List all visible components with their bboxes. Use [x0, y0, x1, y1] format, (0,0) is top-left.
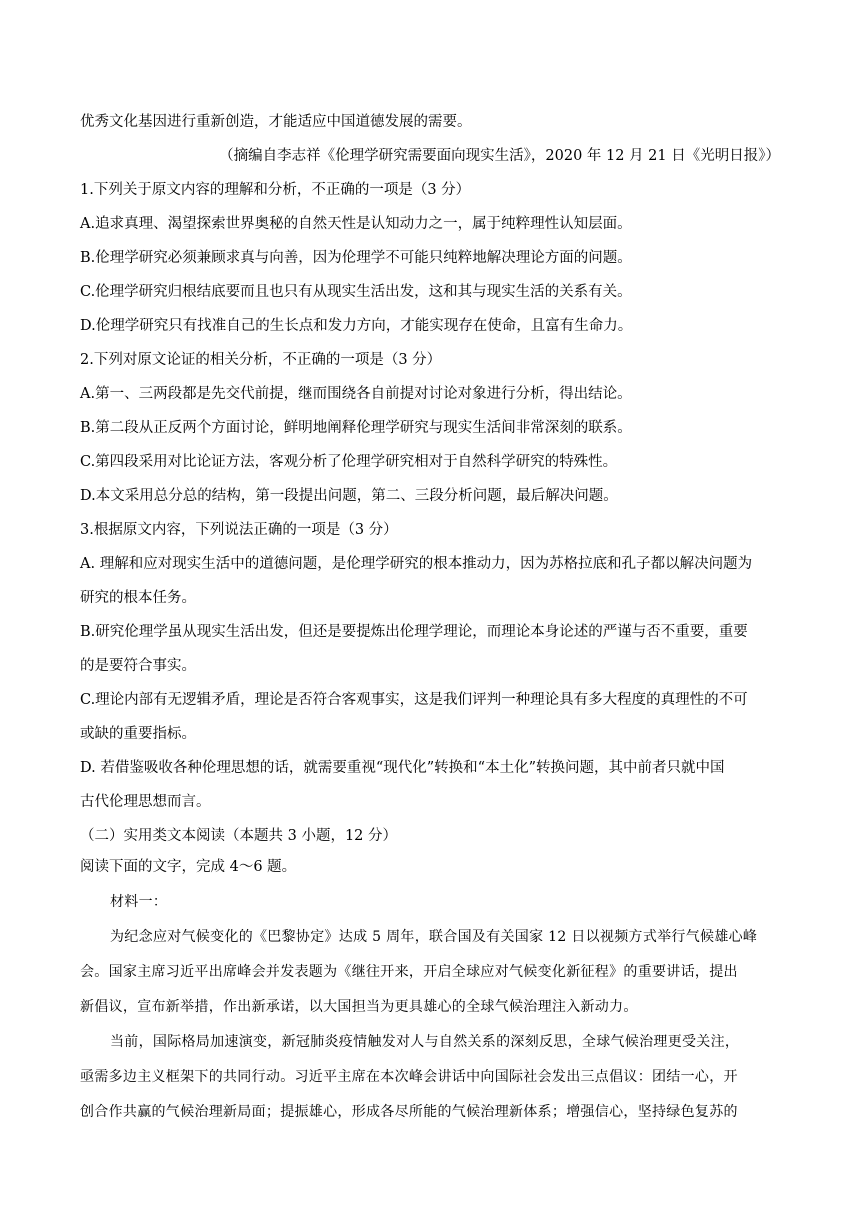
reading-instruction: 阅读下面的文字，完成 4～6 题。 [80, 859, 297, 875]
q3-option-c-cont: 或缺的重要指标。 [80, 726, 196, 742]
material-label: 材料一： [110, 894, 168, 910]
question-3-stem: 3.根据原文内容，下列说法正确的一项是（3 分） [80, 522, 398, 538]
q1-option-c: C.伦理学研究归根结底要而且也只有从现实生活出发，这和其与现实生活的关系有关。 [80, 284, 632, 300]
section-heading: （二）实用类文本阅读（本题共 3 小题，12 分） [80, 828, 398, 844]
q3-option-d: D. 若借鉴吸收各种伦理思想的话，就需要重视“现代化”转换和“本土化”转换问题，其中前者只就中国 [80, 760, 725, 776]
text-line: 优秀文化基因进行重新创造，才能适应中国道德发展的需要。 [80, 114, 472, 130]
q3-option-a-cont: 研究的根本任务。 [80, 590, 196, 606]
q1-option-d: D.伦理学研究只有找准自己的生长点和发力方向，才能实现存在使命，且富有生命力。 [80, 318, 633, 334]
q2-option-d: D.本文采用总分总的结构，第一段提出问题，第二、三段分析问题，最后解决问题。 [80, 488, 618, 504]
q3-option-b-cont: 的是要符合事实。 [80, 658, 196, 674]
paragraph-line: 亟需多边主义框架下的共同行动。习近平主席在本次峰会讲话中向国际社会发出三点倡议：团结一心，开 [80, 1069, 738, 1085]
q3-option-b: B.研究伦理学虽从现实生活出发，但还是要提炼出伦理学理论，而理论本身论述的严谨与否不重要，重要 [80, 624, 748, 640]
paragraph-line: 创合作共赢的气候治理新局面；提振雄心，形成各尽所能的气候治理新体系；增强信心，坚持绿色复苏的 [80, 1104, 738, 1120]
q3-option-a: A. 理解和应对现实生活中的道德问题，是伦理学研究的根本推动力，因为苏格拉底和孔子都以解决问题为 [80, 556, 753, 572]
paragraph-line: 为纪念应对气候变化的《巴黎协定》达成 5 周年，联合国及有关国家 12 日以视频方式举行气候雄心峰 [110, 929, 758, 945]
q1-option-a: A.追求真理、渴望探索世界奥秘的自然天性是认知动力之一，属于纯粹理性认知层面。 [80, 216, 632, 232]
q1-option-b: B.伦理学研究必须兼顾求真与向善，因为伦理学不可能只纯粹地解决理论方面的问题。 [80, 250, 632, 266]
paragraph-line: 新倡议，宣布新举措，作出新承诺，以大国担当为更具雄心的全球气候治理注入新动力。 [80, 999, 638, 1015]
paragraph-line: 当前，国际格局加速演变，新冠肺炎疫情触发对人与自然关系的深刻反思，全球气候治理更受关注， [110, 1034, 740, 1050]
source-citation: （摘编自李志祥《伦理学研究需要面向现实生活》，2020 年 12 月 21 日《光明日报》） [219, 148, 780, 164]
q3-option-d-cont: 古代伦理思想而言。 [80, 794, 211, 810]
q2-option-b: B.第二段从正反两个方面讨论，鲜明地阐释伦理学研究与现实生活间非常深刻的联系。 [80, 420, 632, 436]
q3-option-c: C.理论内部有无逻辑矛盾，理论是否符合客观事实，这是我们评判一种理论具有多大程度的真理性的不可 [80, 692, 748, 708]
question-1-stem: 1.下列关于原文内容的理解和分析，不正确的一项是（3 分） [80, 182, 471, 198]
question-2-stem: 2.下列对原文论证的相关分析，不正确的一项是（3 分） [80, 352, 442, 368]
q2-option-a: A.第一、三两段都是先交代前提，继而围绕各自前提对讨论对象进行分析，得出结论。 [80, 386, 632, 402]
paragraph-line: 会。国家主席习近平出席峰会并发表题为《继往开来，开启全球应对气候变化新征程》的重要讲话，提出 [80, 964, 738, 980]
q2-option-c: C.第四段采用对比论证方法，客观分析了伦理学研究相对于自然科学研究的特殊性。 [80, 454, 618, 470]
